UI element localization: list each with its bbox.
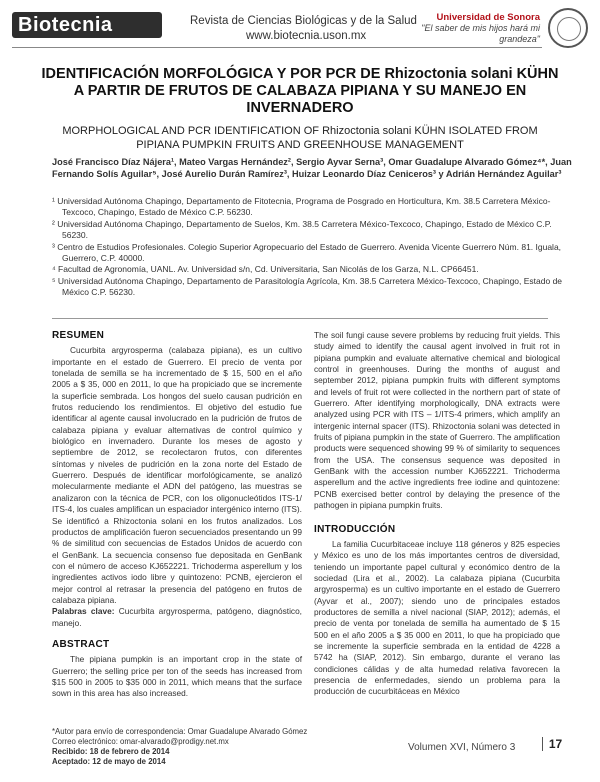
section-divider	[52, 318, 548, 319]
introduccion-heading: INTRODUCCIÓN	[314, 523, 396, 535]
abstract-heading: ABSTRACT	[52, 638, 110, 650]
title-english: MORPHOLOGICAL AND PCR IDENTIFICATION OF Rhizoctonia solani KÜHN ISOLATED FROM PIPIANA PUMPKIN FRUITS AND GREENHOUSE MANAGEMENT	[62, 125, 538, 151]
page-header	[0, 0, 600, 56]
volume-info: Volumen XVI, Número 3	[408, 742, 516, 753]
journal-info	[190, 14, 417, 44]
affiliation-item: ⁵ Universidad Autónoma Chapingo, Departamento de Parasitología Agrícola, Km. 38.5 Carretera México-Texcoco, Chapingo, Estado de México C.P. 56230.	[52, 275, 563, 298]
corresponding-author: *Autor para envío de correspondencia: Omar Guadalupe Alvarado Gómez	[52, 727, 308, 736]
keywords-label: Palabras clave:	[52, 606, 115, 617]
resumen-text: Cucurbita argyrosperma (calabaza pipiana), es un cultivo importante en el estado de Guerrero. El precio de venta por tonelada de semilla se ha incrementado de $ 15, 500 en el año 2005 a $ 35, 000 en 2011, lo que ha propiciado que se incremente la superficie sembrada. Los hongos del suelo causan pudrición en frutos reduciendo los rendimientos. El objetivo del estudio fue identificar al agente causal involucrado en la pudrición de frutos de calabaza pipiana y evaluar alternativas de control químico y biológico en invernadero. Durante los meses de agosto y septiembre de 2012, se recolectaron frutos, con diferentes síntomas y niveles de pudrición en la zona norte del Estado de Guerrero. Después de identificar morfológicamente, se analizó molecularmente mediante el ADN del patógeno, las muestras se analizaron con la técnica de PCR, con los oligonucleótidos ITS-1/ ITS-4, los cuales amplifican un espaciador intergénico interno (ITS). Se identificó a Rhizoctonia solani en los frutos analizados. Los productos de amplificación fueron secuenciados presentando un 99 % de similitud con secuencias de Estados Unidos de acuerdo con el GenBank. La secuencia consenso fue depositada en GenBank con el número de acceso KJ652221. Trichoderma asperellum y los ingredientes activos iodo libre y quintozeno: PCNB, ejercieron el mejor control al retrasar la presencia del patógeno en frutos de calabaza pipiana.	[52, 345, 302, 605]
affiliation-item: ¹ Universidad Autónoma Chapingo, Departamento de Fitotecnia, Programa de Posgrado en Horticultura, Km. 38.5 Carretera México-Texcoco, Chapingo, Estado de México C.P. 56230.	[52, 196, 551, 218]
affiliation-item: ³ Centro de Estudios Profesionales. Colegio Superior Agropecuario del Estado de Guerrero. Avenida Vicente Guerrero Núm. 81. Iguala, Guerrero, C.P. 40000.	[52, 241, 562, 264]
accepted-date: Aceptado: 12 de mayo de 2014	[52, 757, 166, 766]
keywords	[52, 606, 302, 629]
affiliation-item: ² Universidad Autónoma Chapingo, Departamento de Suelos, Km. 38.5 Carretera México-Texcoco, Chapingo, Estado de México C.P. 56230.	[52, 218, 552, 241]
university-seal-icon	[548, 8, 588, 48]
footer-notes	[52, 727, 312, 767]
journal-url: www.biotecnia.uson.mx	[246, 30, 367, 42]
introduccion-text: La familia Cucurbitaceae incluye 118 géneros y 825 especies y México es uno de los más importantes centros de diversidad, teniendo un importante papel cultural y económico dentro de la sociedad (Lira et al., 2002). La calabaza pipiana (Cucurbita argyrosperma) es un cultivo importante en el estado de Guerrero (Ayvar et al., 2007); siendo uno de principales estados productores de semilla a nivel nacional (SIAP, 2012); además, el precio de venta por tonelada de semilla ha aumentado de $ 15 500 en el año 2005 a $ 35 000 en 2011, lo que ha propiciado que se incremente la superficie sembrada en la entidad de 4228 a 5742 ha (SIAP, 2012). Sin embargo, durante el verano las condiciones cálidas y de alta humedad relativa favorecen la presencia de enfermedades, siendo un problema para la producción de cucurbitáceas en México	[314, 538, 560, 697]
university-name: Universidad de Sonora	[436, 12, 540, 23]
author-list: José Francisco Díaz Nájera¹, Mateo Vargas Hernández², Sergio Ayvar Serna³, Omar Guadalupe Alvarado Gómez⁴*, Juan Fernando Solís Aguilar⁵, José Aurelio Durán Ramírez³, Huizar Leonardo Díaz Ceniceros³ y Adrián Hernández Aguilar³	[52, 157, 572, 179]
abstract-text: The pipiana pumpkin is an important crop in the state of Guerrero; the selling price per ton of the seeds has increased from $15 500 in 2005 to $35 000 in 2011, which means that the surface sown in this area has also increased.	[52, 654, 302, 699]
abstract-text-continued: The soil fungi cause severe problems by reducing fruit yields. This study aimed to identify the causal agent involved in fruit rot in pipiana pumpkin and evaluate alternative chemical and biological control in greenhouses. During the months of august and september 2012, pipiana pumpkin fruits with different symptoms and levels of fruit rot were collected in the northern part of state of Guerrero. After identifying morphologically, DNA extracts were analyzed using PCR with ITS – 1/ITS-4 primers, which amplify an intergenic internal spacer (ITS). Rhizoctonia solani was detected in fruits of pipiana pumpkin in the state of Guerrero. The amplification products were sequenced showing 99 % of similarity to sequences from the USA. The consensus sequence was deposited in GenBank with the accession number KJ652221. Trichoderma asperellum and the active ingredients free iodine and quintozene: PCNB exercised better control by delaying the presence of the pathogen in pipiana pumpkin fruits.	[314, 330, 560, 511]
affiliations	[52, 196, 574, 299]
left-column	[52, 330, 302, 700]
journal-logo: Biotecnia	[12, 12, 162, 38]
university-motto: "El saber de mis hijos hará mi grandeza"	[421, 23, 540, 44]
resumen-heading: RESUMEN	[52, 330, 105, 341]
header-divider	[12, 47, 542, 48]
title-spanish: IDENTIFICACIÓN MORFOLÓGICA Y POR PCR DE Rhizoctonia solani KÜHN A PARTIR DE FRUTOS DE CALABAZA PIPIANA Y SU MANEJO EN INVERNADERO	[41, 66, 559, 116]
university-info	[420, 12, 540, 45]
affiliation-item: ⁴ Facultad de Agronomía, UANL. Av. Universidad s/n, Cd. Universitaria, San Nicolás de los Garza, N.L. CP66451.	[52, 264, 479, 275]
keywords-text: Cucurbita argyrosperma, patógeno, diagnóstico, manejo.	[52, 606, 302, 628]
journal-name: Revista de Ciencias Biológicas y de la Salud	[190, 15, 417, 27]
page-number: 17	[542, 737, 564, 751]
received-date: Recibido: 18 de febrero de 2014	[52, 747, 170, 756]
author-email: Correo electrónico: omar-alvarado@prodigy.net.mx	[52, 737, 229, 746]
right-column	[314, 330, 560, 698]
